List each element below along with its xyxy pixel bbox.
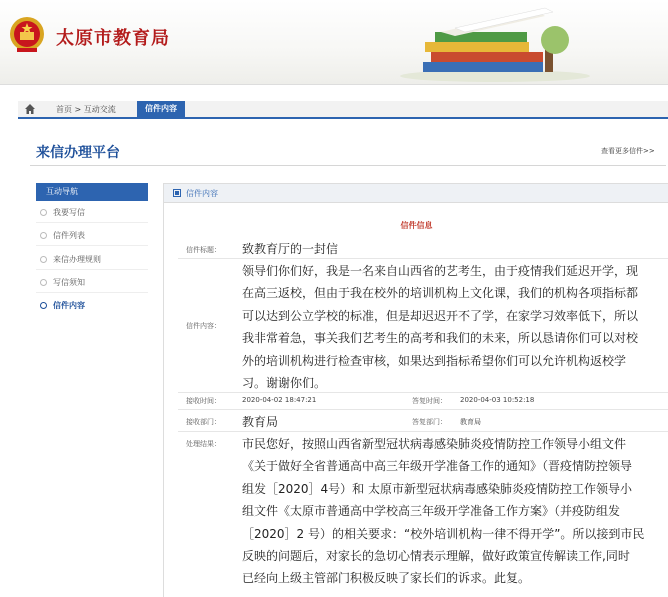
letter-body-line: 外的培训机构进行检查审核，如果达到指标希望你们可以允许机构返校学 — [242, 353, 627, 368]
sidebar-item-rules[interactable] — [40, 254, 101, 265]
reply-time-label: 答复时间： — [412, 397, 447, 405]
bullet-icon — [40, 232, 47, 239]
divider — [178, 258, 668, 259]
title-divider — [30, 165, 666, 166]
sidebar-item-letter-content[interactable] — [40, 300, 85, 311]
bullet-icon — [40, 256, 47, 263]
receive-time: 2020-04-02 18:47:21 — [242, 396, 317, 404]
reply-result-line: 组发［2020］4号）和 太原市新型冠状病毒感染肺炎疫情防控工作领导小 — [242, 481, 632, 496]
reply-result-line: 组文件《太原市普通高中学校高三年级开学准备工作方案》（并疫防组发 — [242, 504, 621, 519]
letter-content-panel — [163, 183, 668, 597]
letter-body-line: 可以达到公立学校的标准，但是却迟迟开不了学，在家学习效率低下，所以 — [242, 308, 639, 323]
letter-body-line: 领导们你们好，我是一名来自山西省的艺考生，由于疫情我们延迟开学，现 — [242, 264, 639, 278]
letter-body-line: 在高三返校，但由于我在校外的培训机构上文化课，我们的机构各项指标都 — [242, 286, 639, 301]
reply-time: 2020-04-03 10:52:18 — [460, 396, 535, 404]
receive-time-label: 接收时间： — [186, 397, 221, 405]
receive-dept: 教育局 — [242, 415, 279, 429]
letter-body-line: 我非常着急，事关我们艺考生的高考和我们的未来，所以恳请你们可以对校 — [242, 331, 639, 346]
view-more-letters-link[interactable]: 查看更多信件>> — [601, 147, 655, 155]
sidebar-item-label: 来信办理规则 — [53, 255, 101, 264]
page-title: 来信办理平台 — [36, 145, 120, 161]
sidebar-item-label: 信件列表 — [53, 231, 85, 240]
reply-result-line: ［2020］2 号）的相关要求：“校外培训机构一律不得开学”。所以接到市民 — [242, 526, 645, 541]
bullet-icon — [40, 209, 47, 216]
sidebar-item-label: 我要写信 — [53, 208, 85, 217]
breadcrumb-current: 信件内容 — [137, 101, 185, 117]
letter-body-line: 习。谢谢你们。 — [242, 376, 327, 391]
national-emblem-icon — [8, 14, 46, 54]
books-illustration — [395, 6, 595, 82]
home-icon[interactable] — [24, 103, 36, 115]
sidebar-item-notice[interactable] — [40, 277, 85, 288]
square-bullet-icon — [173, 189, 181, 197]
reply-result-line: 《关于做好全省普通高中高三年级开学准备工作的通知》（晋疫情防控领导 — [242, 459, 633, 474]
reply-result-line: 反映的问题后，对家长的急切心情表示理解，做好政策宣传解读工作,同时 — [242, 549, 630, 564]
breadcrumb-path[interactable]: 首页 > 互动交流 — [56, 105, 116, 114]
bullet-icon — [40, 279, 47, 286]
sidebar-item-label: 写信须知 — [53, 278, 85, 287]
site-banner — [0, 0, 668, 85]
result-label: 处理结果： — [186, 440, 221, 448]
divider — [178, 392, 668, 393]
body-label: 信件内容： — [186, 322, 221, 330]
letter-body — [242, 260, 667, 394]
panel-header — [164, 184, 668, 203]
section-title: 信件信息 — [400, 221, 433, 230]
breadcrumb — [18, 101, 668, 119]
site-title: 太原市教育局 — [56, 28, 170, 49]
sidebar-item-letter-list[interactable] — [40, 230, 85, 241]
panel-header-label: 信件内容 — [186, 189, 218, 198]
divider — [36, 245, 148, 246]
reply-dept-label: 答复部门： — [412, 418, 447, 426]
reply-result-line: 已经向上级主管部门积极反映了家长们的诉求。此复。 — [242, 571, 531, 586]
letter-subject: 致教育厅的一封信 — [242, 242, 339, 256]
reply-result — [242, 433, 667, 590]
bullet-icon — [40, 302, 47, 309]
divider — [178, 431, 668, 432]
reply-result-line: 市民您好，按照山西省新型冠状病毒感染肺炎疫情防控工作领导小组文件 — [242, 437, 627, 451]
divider — [36, 269, 148, 270]
sidebar-item-label: 信件内容 — [53, 301, 85, 310]
receive-dept-label: 接收部门： — [186, 418, 221, 426]
subject-label: 信件标题： — [186, 246, 221, 254]
reply-dept: 教育局 — [460, 418, 481, 426]
divider — [178, 409, 668, 410]
sidebar-header: 互动导航 — [36, 183, 148, 201]
divider — [36, 222, 148, 223]
divider — [36, 292, 148, 293]
sidebar-item-write-letter[interactable] — [40, 207, 85, 218]
